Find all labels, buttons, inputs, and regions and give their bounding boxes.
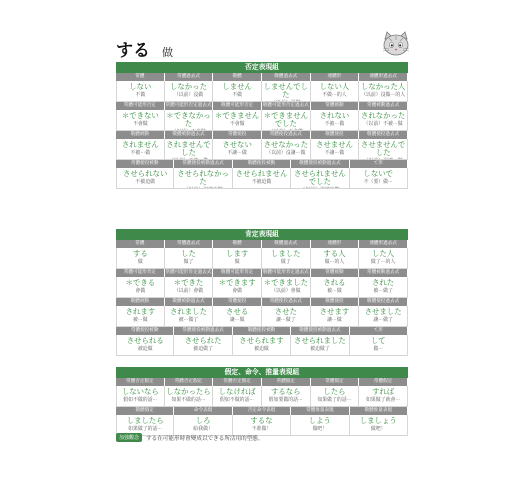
conjugation-cell [262,139,311,160]
conjugation-cell [350,335,408,356]
header-row [116,327,408,335]
hint-text: する在可能形時會變成以できる所活用的型態。 [146,435,264,442]
conjugation-cell [359,248,408,269]
conjugation-form: させられた [184,336,222,345]
conjugation-cell [311,139,360,160]
conjugation-form: させました [364,307,402,316]
conjugation-meaning: （以前）沒做 [173,91,204,98]
conjugation-form: させられる [126,336,164,345]
column-header: 敬體過去式 [262,73,311,81]
conjugation-meaning: 讓⋯做了 [276,316,296,323]
conjugation-meaning: 做⋯ [373,345,384,352]
conjugation-form: させませんでした [360,140,406,157]
header-row [116,407,408,415]
conjugation-meaning: 被⋯做 [327,287,342,294]
column-header: 敬體可能形肯定 [213,269,262,277]
conjugation-form: させます [319,307,350,316]
conjugation-form: されませんでした [166,140,211,157]
conjugation-meaning: 假如不做的話⋯ [220,396,255,403]
conjugation-meaning: 做吧！ [370,425,386,432]
header-row [116,160,408,168]
conjugation-cell [213,306,262,327]
conjugation-cell [165,277,214,298]
conjugation-form: ＊できませんでした [263,111,308,128]
conjugation-row [116,277,408,298]
column-header: 連體形過去式 [359,73,408,81]
conjugation-form: させません [315,140,353,149]
conjugation-cell [213,386,262,407]
conjugation-form: ＊できた [173,278,204,287]
conjugation-meaning: 給我做！ [193,425,213,432]
column-header: 敬體使役被動 [233,327,291,335]
conjugation-form: ＊できました [263,278,308,287]
conjugation-cell [116,81,165,102]
column-header: 連體形 [311,73,360,81]
column-header: 常體使役過去式 [262,131,311,139]
column-header: 常體使役 [213,298,262,306]
column-header: 連體形 [311,240,360,248]
conjugation-form: したら [323,387,346,396]
conjugation-meaning: （以前）會做 [173,287,204,294]
column-header: 敬體被動 [116,298,165,306]
conjugation-form: しなければ [218,387,256,396]
conjugation-meaning: 不會做 [229,120,245,127]
conjugation-cell [262,277,311,298]
column-header: 常體使役被動過去式 [174,327,232,335]
conjugation-cell [262,110,311,131]
conjugation-cell [116,248,165,269]
column-header: 敬體使役被動過去式 [291,160,349,168]
conjugation-cell [262,306,311,327]
conjugation-meaning: 讓⋯做 [229,316,245,323]
column-header: て形 [350,160,408,168]
column-header: 常體使役被動過去式 [174,160,232,168]
conjugation-meaning: 被迫做了 [310,345,330,352]
conjugation-cell [262,386,311,407]
conjugation-meaning [291,187,348,189]
column-header: 常體使役過去式 [262,298,311,306]
conjugation-form: しなかったら [166,387,211,396]
hint-box [116,433,264,442]
conjugation-cell [165,306,214,327]
conjugation-form: しないで [363,169,394,178]
conjugation-cell [174,335,232,356]
conjugation-meaning: （以前）不被⋯做 [363,120,403,127]
conjugation-row [116,81,408,102]
conjugation-form: して [370,336,386,345]
conjugation-cell [359,139,408,160]
conjugation-meaning: 假如要做的話⋯ [268,396,303,403]
conjugation-cell [165,110,214,131]
section-conditional [116,367,408,436]
section-title: 假定、命令、推量表現組 [116,367,408,378]
cat-icon [380,30,412,58]
conjugation-cell [291,415,349,436]
column-header: 敬體使役被動 [233,160,291,168]
conjugation-meaning: 如果不做的話⋯ [171,396,206,403]
column-header: 命令表現 [174,407,232,415]
conjugation-meaning: 被迫做了 [193,345,213,352]
conjugation-form: させられます [239,336,284,345]
column-header: 常體過去式 [165,73,214,81]
conjugation-meaning: 會做 [232,287,243,294]
column-header: 敬體被動過去式 [165,298,214,306]
column-header: 敬體使役 [311,298,360,306]
conjugation-form: させられません [235,169,288,178]
conjugation-row [116,139,408,160]
conjugation-row [116,386,408,407]
conjugation-form: させた [274,307,297,316]
conjugation-cell [311,248,360,269]
conjugation-cell [165,139,214,160]
conjugation-cell [359,306,408,327]
conjugation-form: ＊できません [214,111,260,120]
column-header: 常體可能形肯定過去式 [165,270,212,275]
conjugation-meaning: 不被迫做 [135,178,155,185]
conjugation-meaning: 如果做了就會⋯ [365,396,401,403]
conjugation-meaning: 做了⋯的人 [370,258,396,265]
conjugation-cell [233,335,291,356]
conjugation-cell [262,81,311,102]
column-header: 連體形過去式 [359,240,408,248]
conjugation-meaning: 被迫做 [137,345,153,352]
section-title: 否定表現組 [116,62,408,73]
conjugation-cell [311,110,360,131]
header-row [116,269,408,277]
conjugation-form: されない [319,111,350,120]
conjugation-meaning: 做 [234,258,240,265]
conjugation-cell [213,248,262,269]
conjugation-cell [359,277,408,298]
conjugation-meaning: 被⋯做了 [178,316,199,323]
column-header: 常體被動 [311,269,360,277]
conjugation-cell [311,277,360,298]
column-header: 常體假定 [359,378,408,386]
conjugation-row [116,335,408,356]
conjugation-form: させる [226,307,249,316]
section-negative [116,62,408,189]
column-header: 敬體使役過去式 [359,298,408,306]
conjugation-form: させられない [123,169,168,178]
conjugation-cell [311,81,360,102]
conjugation-form: する人 [323,249,346,258]
conjugation-cell [350,168,408,189]
column-header: 常體假定 [262,378,311,386]
conjugation-meaning: 做了 [183,258,194,265]
conjugation-cell [311,306,360,327]
conjugation-cell [359,110,408,131]
conjugation-row [116,168,408,189]
verb-title: する [116,41,150,61]
conjugation-meaning: 做了 [280,258,291,265]
header-row [116,378,408,386]
column-header: 常體使役 [213,131,262,139]
header-row [116,131,408,139]
conjugation-form: しろ [195,416,211,425]
column-header: 敬體使役 [311,131,360,139]
conjugation-form: ＊できない [121,111,159,120]
conjugation-meaning: 被迫做 [254,345,269,352]
conjugation-cell [311,386,360,407]
conjugation-form: されます [125,307,156,316]
conjugation-form: しないなら [121,387,159,396]
conjugation-cell [165,248,214,269]
conjugation-form: ＊できる [125,278,156,287]
conjugation-cell [165,81,214,102]
conjugation-meaning: 不讓⋯做 [324,149,345,156]
hint-badge: 加強觀念 [116,433,142,442]
conjugation-form: しましょう [359,416,397,425]
conjugation-cell [213,110,262,131]
conjugation-form: した人 [372,249,395,258]
conjugation-form: される [323,278,346,287]
conjugation-form: します [226,249,249,258]
conjugation-form: しませんでした [263,82,308,99]
conjugation-cell [165,386,214,407]
column-header: 敬體 [213,240,262,248]
conjugation-form: すれば [372,387,395,396]
column-header: 常體可能形否定 [116,102,165,110]
conjugation-cell [174,168,232,189]
conjugation-meaning: 做⋯的人 [324,258,345,265]
section-title: 肯定表現組 [116,229,408,240]
conjugation-meaning: 如果做了的話⋯ [128,425,163,432]
conjugation-form: させない [222,140,252,149]
conjugation-meaning: 不做⋯的人 [322,91,347,98]
column-header: 敬體過去式 [262,240,311,248]
conjugation-form: しましたら [126,416,164,425]
column-header: 常體 [116,73,165,81]
conjugation-meaning: 不被迫做 [251,178,272,185]
column-header: 常體可能形否定過去式 [165,103,212,108]
column-header: 敬體可能形否定過去式 [262,103,309,108]
column-header: 敬體可能形肯定過去式 [262,270,309,275]
conjugation-meaning [174,187,231,189]
conjugation-meaning: 被⋯做了 [373,287,393,294]
conjugation-meaning: （以前）沒讓⋯做 [266,149,306,156]
conjugation-cell [291,168,349,189]
conjugation-meaning: 不被⋯做 [130,149,151,156]
conjugation-form: しました [271,249,301,258]
conjugation-meaning: 被⋯做 [132,316,148,323]
conjugation-meaning: 做 [137,258,143,265]
conjugation-meaning: 不准做！ [251,425,272,432]
conjugation-cell [116,110,165,131]
conjugation-cell [233,168,291,189]
column-header: 敬體 [213,73,262,81]
conjugation-cell [116,306,165,327]
conjugation-form: させられませんでした [293,169,346,186]
conjugation-row [116,248,408,269]
column-header: 敬體推量表現 [350,407,408,415]
conjugation-cell [359,81,408,102]
column-header: 敬體使役過去式 [359,131,408,139]
header-row [116,73,408,81]
conjugation-form: させられました [293,336,346,345]
column-header: て形 [350,327,408,335]
column-header: 常體否定假定 [213,378,262,386]
column-header: 常體否定假定 [165,378,214,386]
conjugation-meaning: （以前）會做 [271,287,301,294]
conjugation-row [116,110,408,131]
conjugation-form: ＊できます [218,278,256,287]
column-header: 常體被動 [311,102,360,110]
conjugation-meaning: 不讓⋯做 [227,149,247,156]
section-positive [116,229,408,356]
header-row [116,298,408,306]
column-header: 常體過去式 [165,240,214,248]
conjugation-form: しなかった [170,82,207,91]
conjugation-form: ＊できなかった [166,111,211,128]
column-header: 敬體使役被動過去式 [291,327,349,335]
conjugation-form: されました [170,307,207,316]
conjugation-form: する [132,249,148,258]
column-header: 常體被動過去式 [359,269,408,277]
conjugation-form: するなら [271,387,301,396]
conjugation-meaning: 不做 [232,91,243,98]
column-header: 敬體被動 [116,131,165,139]
conjugation-meaning: 讓⋯做 [327,316,342,323]
column-header: 敬體假定 [116,407,174,415]
conjugation-cell [213,277,262,298]
conjugation-form: されません [121,140,159,149]
column-header: 敬體被動過去式 [165,131,214,139]
conjugation-form: しない人 [319,82,350,91]
verb-meaning: 做 [162,46,173,59]
column-header: 常體可能形肯定 [116,269,165,277]
conjugation-meaning: 做吧！ [312,425,328,432]
conjugation-form: しません [222,82,252,91]
page-title [116,36,173,60]
header-row [116,240,408,248]
conjugation-form: させなかった [263,140,308,149]
conjugation-cell [116,168,174,189]
conjugation-meaning: （以前）沒做⋯的人 [361,91,406,98]
column-header: 常體推量表現 [291,407,349,415]
conjugation-cell [213,81,262,102]
conjugation-cell [116,277,165,298]
column-header: 常體否定假定 [116,378,165,386]
column-header: 常體 [116,240,165,248]
conjugation-form: するな [250,416,273,425]
column-header: 否定命令表現 [233,407,291,415]
conjugation-meaning: 不會做 [132,120,148,127]
conjugation-form: されなかった [360,111,406,120]
conjugation-cell [116,386,165,407]
conjugation-cell [213,139,262,160]
conjugation-cell [116,335,174,356]
conjugation-row [116,306,408,327]
column-header: 敬體可能形否定 [213,102,262,110]
conjugation-meaning: 假如不做的話⋯ [123,396,158,403]
conjugation-cell [359,386,408,407]
column-header: 常體被動過去式 [359,102,408,110]
conjugation-form: しない [129,82,152,91]
conjugation-meaning: 不被⋯做 [324,120,345,127]
conjugation-form: しなかった人 [360,82,406,91]
column-header: 常體使役被動 [116,327,174,335]
conjugation-cell [262,248,311,269]
column-header: 常體假定 [311,378,360,386]
conjugation-form: しよう [308,416,331,425]
header-row [116,102,408,110]
conjugation-form: させられなかった [177,169,229,186]
conjugation-cell [350,415,408,436]
column-header: 常體使役被動 [116,160,174,168]
conjugation-cell [291,335,349,356]
conjugation-meaning: 如果做了的話⋯ [317,396,352,403]
conjugation-form: した [181,249,196,258]
conjugation-form: された [372,278,395,287]
conjugation-meaning: 不（要）做⋯ [363,178,393,185]
conjugation-cell [116,139,165,160]
conjugation-meaning: 不做 [135,91,146,98]
conjugation-meaning: 讓⋯做了 [373,316,393,323]
conjugation-meaning: 會做 [135,287,146,294]
